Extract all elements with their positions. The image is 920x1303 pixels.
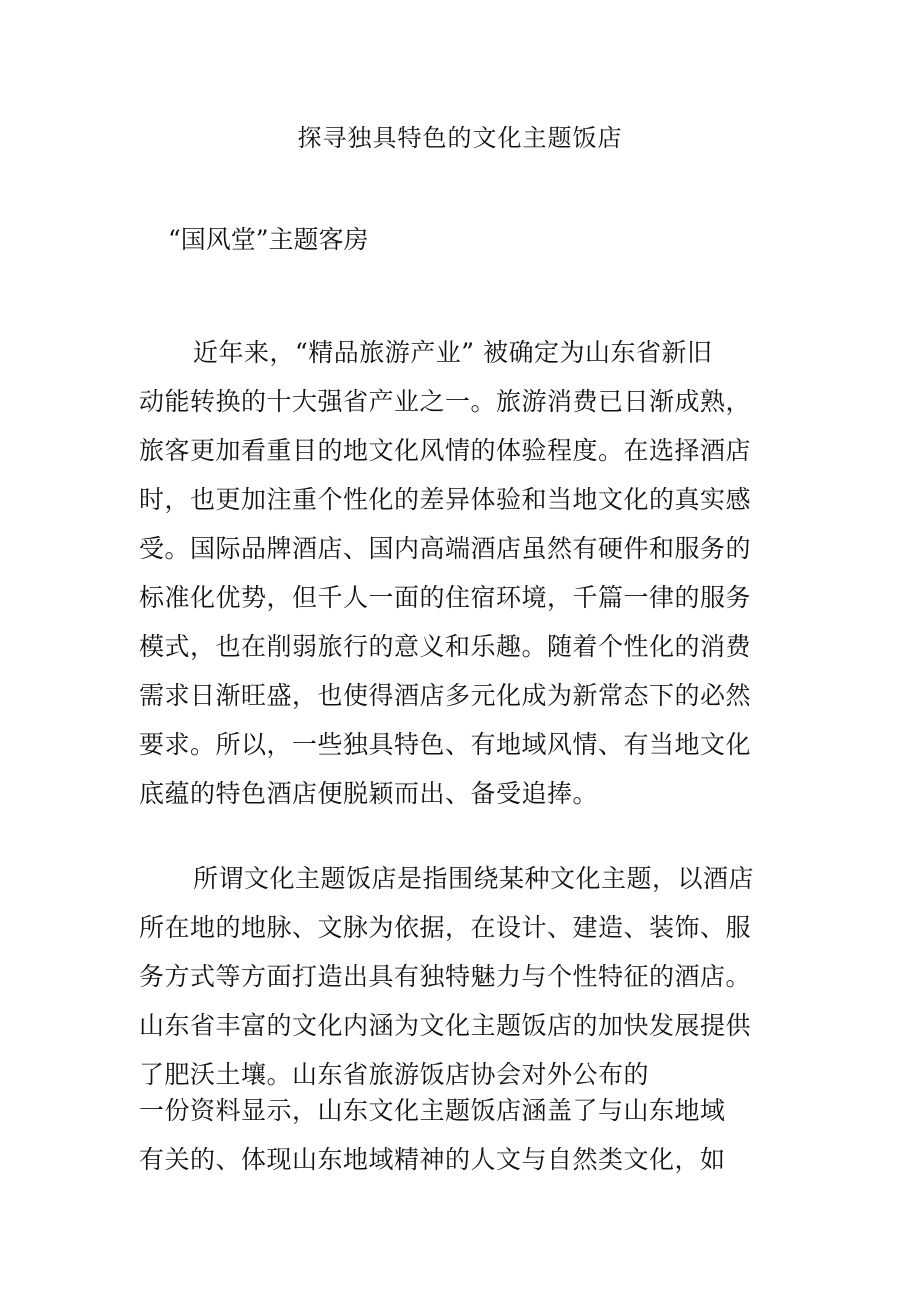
paragraph-line: 动能转换的十大强省产业之一。旅游消费已日渐成熟， [139,387,752,416]
paragraph-line: 山东省丰富的文化内涵为文化主题饭店的加快发展提供 [139,1011,752,1040]
paragraph-line: 一份资料显示，山东文化主题饭店涵盖了与山东地域 [139,1096,726,1125]
paragraph-intro [139,328,779,818]
paragraph-line: 模式，也在削弱旅行的意义和乐趣。随着个性化的消费 [139,632,752,661]
paragraph-line: 有关的、体现山东地域精神的人文与自然类文化，如 [139,1145,726,1174]
paragraph-line: 需求日渐旺盛，也使得酒店多元化成为新常态下的必然 [139,681,752,710]
paragraph-line: 所谓文化主题饭店是指围绕某种文化主题，以酒店 [193,864,755,893]
paragraph-line: 要求。所以，一些独具特色、有地域风情、有当地文化 [139,730,752,759]
document-subtitle: “国风堂”主题客房 [168,225,369,254]
paragraph-line: 底蕴的特色酒店便脱颖而出、备受追捧。 [139,779,599,808]
paragraph-line: 受。国际品牌酒店、国内高端酒店虽然有硬件和服务的 [139,534,752,563]
paragraph-line: 务方式等方面打造出具有独特魅力与个性特征的酒店。 [139,962,752,991]
document-title: 探寻独具特色的文化主题饭店 [297,124,623,152]
paragraph-line: 了肥沃土壤。山东省旅游饭店协会对外公布的 [139,1060,650,1089]
paragraph-line: 近年来，“精品旅游产业” 被确定为山东省新旧 [193,338,713,367]
paragraph-continuation [139,1086,779,1184]
paragraph-definition [139,854,779,1099]
paragraph-line: 旅客更加看重目的地文化风情的体验程度。在选择酒店 [139,436,752,465]
paragraph-line: 所在地的地脉、文脉为依据，在设计、建造、装饰、服 [139,913,752,942]
paragraph-line: 标准化优势，但千人一面的住宿环境，千篇一律的服务 [139,583,752,612]
paragraph-line: 时，也更加注重个性化的差异体验和当地文化的真实感 [139,485,752,514]
